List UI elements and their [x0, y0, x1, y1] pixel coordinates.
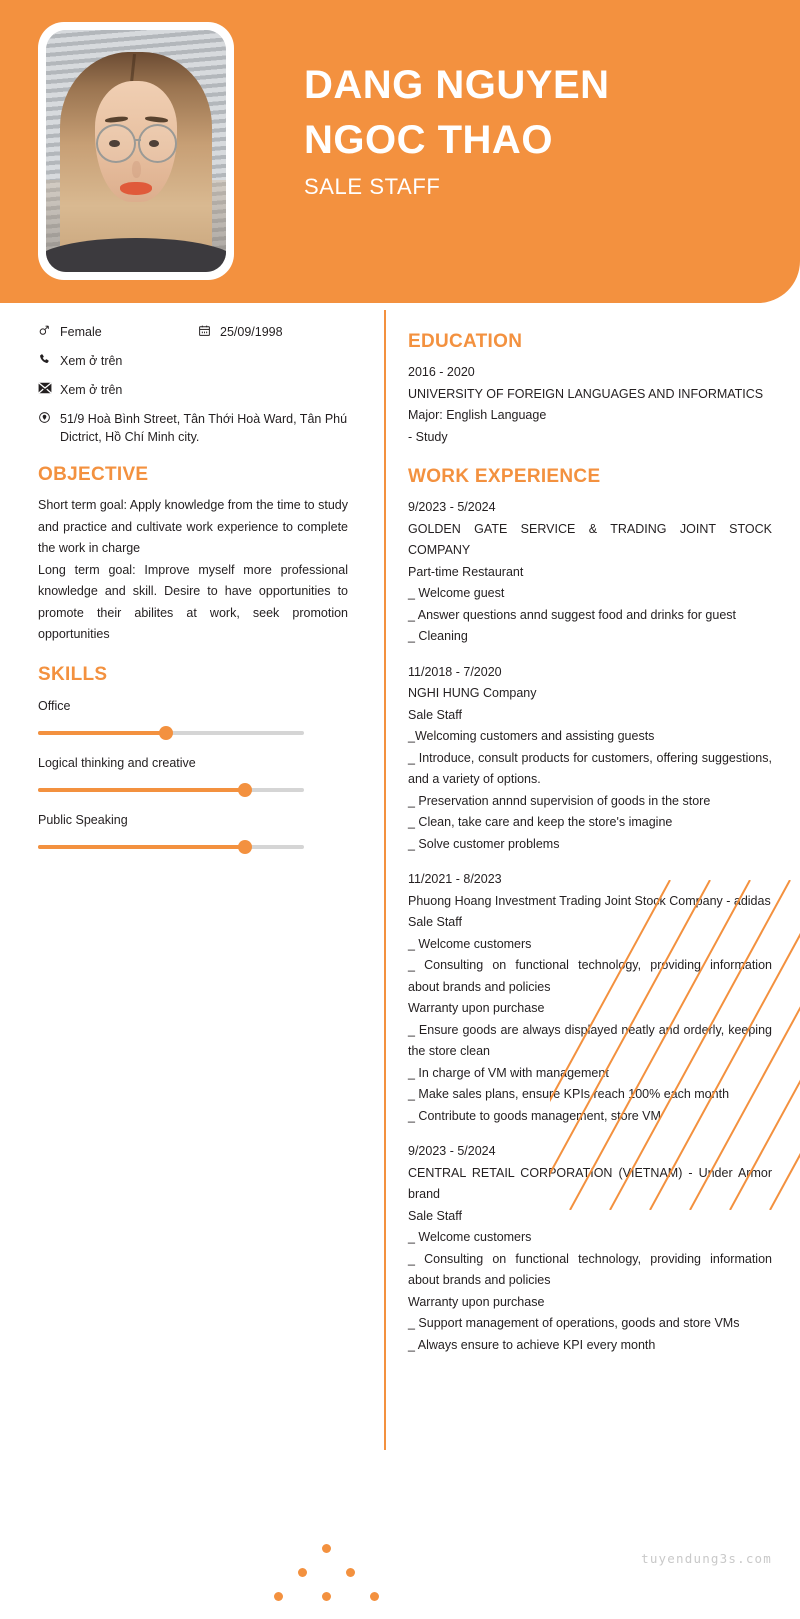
- decorative-dot: [322, 1592, 331, 1601]
- work-company: CENTRAL RETAIL CORPORATION (VIETNAM) - Under Armor brand: [408, 1165, 772, 1201]
- resume-header: [0, 0, 800, 303]
- work-role: Sale Staff: [408, 707, 462, 722]
- skill-fill: [38, 845, 245, 849]
- skill-slider[interactable]: [38, 840, 304, 854]
- skill-label: Office: [38, 698, 71, 713]
- work-role: Part-time Restaurant: [408, 564, 524, 579]
- birthday-value: 25/09/1998: [220, 325, 283, 339]
- photo-lips: [120, 182, 152, 194]
- objective-paragraph-2: Long term goal: Improve myself more professional knowledge and skill. Desire to have opportunities to promote their abilites at work, seek promotion opportunities: [38, 562, 348, 641]
- work-bullet: _ In charge of VM with management: [408, 1065, 609, 1080]
- work-period: 11/2021 - 8/2023: [408, 872, 502, 886]
- decorative-dot: [274, 1592, 283, 1601]
- skill-item: [38, 695, 348, 740]
- contact-gender: [38, 323, 198, 341]
- work-bullet: _ Ensure goods are always displayed neatly and orderly, keeping the store clean: [408, 1022, 772, 1058]
- contact-birthday: [198, 323, 283, 341]
- work-bullet: _ Make sales plans, ensure KPIs reach 100% each month: [408, 1087, 730, 1101]
- left-column: [0, 303, 384, 866]
- contact-address: [38, 410, 348, 446]
- objective-paragraph-1: Short term goal: Apply knowledge from the time to study and practice and cultivate work experience to complete the work in charge: [38, 498, 348, 555]
- education-note: - Study: [408, 429, 448, 444]
- address-value: 51/9 Hoà Bình Street, Tân Thới Hoà Ward, Tân Phú Dictrict, Hồ Chí Minh city.: [60, 412, 348, 444]
- work-role: Sale Staff: [408, 1208, 462, 1223]
- contact-row-gender-birthday: [38, 323, 348, 341]
- photo-glasses-left: [96, 124, 136, 163]
- dot-triangle-decoration: [262, 1544, 392, 1614]
- education-entry: [408, 362, 772, 448]
- photo-shoulders: [46, 238, 226, 272]
- work-entry: [408, 869, 772, 1127]
- photo-frame: [38, 22, 234, 280]
- calendar-icon: [198, 323, 220, 337]
- work-entry: [408, 1141, 772, 1356]
- work-bullet: _ Cleaning: [408, 629, 468, 643]
- skill-fill: [38, 731, 166, 735]
- education-period: 2016 - 2020: [408, 365, 475, 379]
- gender-value: Female: [60, 325, 102, 339]
- location-pin-icon: [38, 410, 60, 424]
- work-bullet: _ Answer questions annd suggest food and drinks for guest: [408, 607, 736, 622]
- work-bullet: _ Welcome customers: [408, 1230, 532, 1244]
- work-bullet: Warranty upon purchase: [408, 1294, 545, 1309]
- skill-label: Logical thinking and creative: [38, 755, 196, 770]
- skill-knob[interactable]: [238, 840, 252, 854]
- email-value: Xem ở trên: [60, 383, 123, 397]
- phone-icon: [38, 352, 60, 366]
- work-experience-heading: WORK EXPERIENCE: [408, 466, 601, 487]
- work-bullet: _ Always ensure to achieve KPI every month: [408, 1337, 656, 1352]
- skill-slider[interactable]: [38, 783, 304, 797]
- work-entry: [408, 662, 772, 856]
- work-bullet: _ Consulting on functional technology, providing information about brands and policies: [408, 1251, 772, 1287]
- photo-glasses-bridge: [135, 139, 140, 141]
- full-name-line-2: NGOC THAO: [304, 118, 553, 162]
- name-block: [304, 58, 764, 200]
- job-title: SALE STAFF: [304, 174, 441, 199]
- skill-knob[interactable]: [159, 726, 173, 740]
- site-watermark: tuyendung3s.com: [641, 1551, 772, 1566]
- skill-fill: [38, 788, 245, 792]
- work-period: 11/2018 - 7/2020: [408, 664, 502, 679]
- work-bullet: _ Solve customer problems: [408, 836, 560, 851]
- work-period: 9/2023 - 5/2024: [408, 500, 496, 514]
- work-bullet: _ Consulting on functional technology, providing information about brands and policies: [408, 958, 772, 994]
- work-bullet: _ Introduce, consult products for customers, offering suggestions, and a variety of options.: [408, 750, 772, 786]
- work-bullet: _ Support management of operations, goods and store VMs: [408, 1316, 740, 1330]
- phone-value: Xem ở trên: [60, 354, 123, 368]
- objective-heading: OBJECTIVE: [38, 464, 149, 485]
- education-institution: UNIVERSITY OF FOREIGN LANGUAGES AND INFORMATICS: [408, 386, 764, 401]
- decorative-dot: [298, 1568, 307, 1577]
- work-bullet: Warranty upon purchase: [408, 1001, 545, 1015]
- contact-email[interactable]: [38, 381, 348, 399]
- work-bullet: _Welcoming customers and assisting guests: [408, 729, 655, 743]
- right-column: [386, 303, 800, 1370]
- work-bullet: _ Clean, take care and keep the store's imagine: [408, 815, 673, 829]
- contact-phone[interactable]: [38, 352, 348, 370]
- decorative-dot: [346, 1568, 355, 1577]
- skill-knob[interactable]: [238, 783, 252, 797]
- work-company: GOLDEN GATE SERVICE & TRADING JOINT STOCK COMPANY: [408, 521, 772, 557]
- skills-heading: SKILLS: [38, 663, 108, 685]
- work-entry: [408, 497, 772, 648]
- work-company: Phuong Hoang Investment Trading Joint Stock Company - adidas: [408, 893, 771, 908]
- skill-label: Public Speaking: [38, 812, 128, 827]
- work-bullet: _ Contribute to goods management, store VM: [408, 1108, 661, 1123]
- work-bullet: _ Preservation annnd supervision of goods in the store: [408, 793, 711, 808]
- skill-item: [38, 809, 348, 854]
- education-major: Major: English Language: [408, 408, 547, 422]
- work-company: NGHI HUNG Company: [408, 686, 537, 700]
- education-heading: EDUCATION: [408, 331, 523, 352]
- work-bullet: _ Welcome guest: [408, 586, 505, 600]
- photo-nose: [132, 161, 141, 178]
- work-role: Sale Staff: [408, 915, 462, 929]
- portrait-photo: [46, 30, 226, 272]
- gender-icon: [38, 323, 60, 337]
- envelope-icon: [38, 381, 60, 394]
- contact-block: [38, 323, 348, 446]
- decorative-dot: [370, 1592, 379, 1601]
- skill-item: [38, 752, 348, 797]
- work-bullet: _ Welcome customers: [408, 936, 532, 951]
- skill-slider[interactable]: [38, 726, 304, 740]
- decorative-dot: [322, 1544, 331, 1553]
- full-name-line-1: DANG NGUYEN: [304, 63, 610, 107]
- work-period: 9/2023 - 5/2024: [408, 1144, 496, 1158]
